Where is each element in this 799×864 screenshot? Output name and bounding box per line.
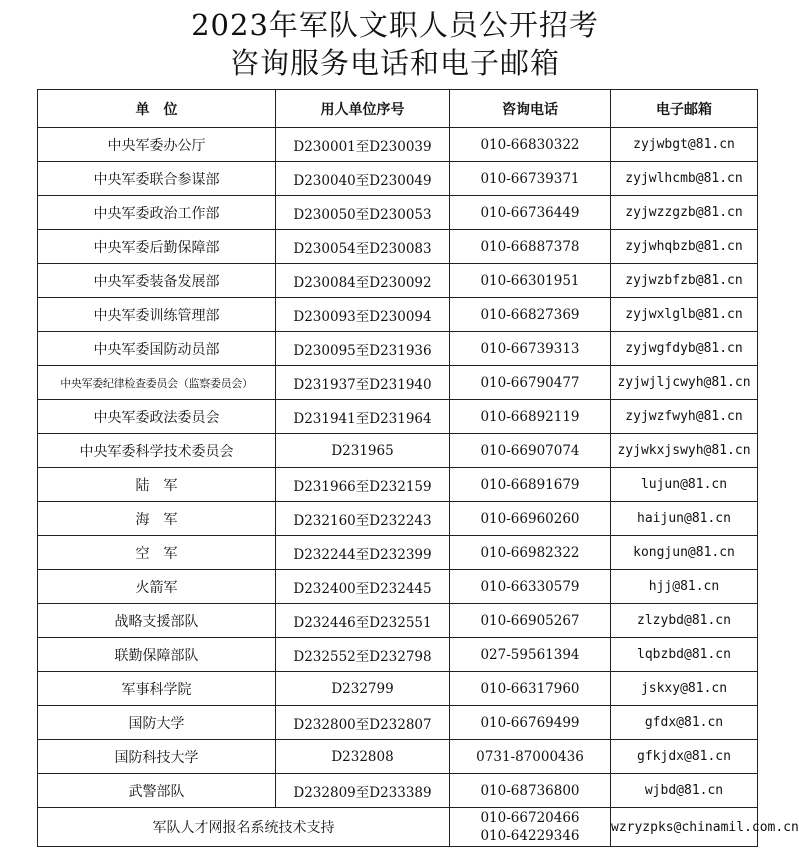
unit-cell: 中央军委联合参谋部 xyxy=(38,162,276,196)
email-cell[interactable]: hjj@81.cn xyxy=(611,570,758,604)
phone-cell: 010-66830322 xyxy=(450,128,611,162)
code-cell: D232400至D232445 xyxy=(276,570,450,604)
title-line-1: 2023年军队文职人员公开招考 xyxy=(191,8,599,42)
email-cell[interactable]: gfdx@81.cn xyxy=(611,706,758,740)
table-row xyxy=(38,672,758,706)
phone-cell: 010-66739313 xyxy=(450,332,611,366)
email-cell[interactable]: zyjwlhcmb@81.cn xyxy=(611,162,758,196)
code-cell: D231965 xyxy=(276,434,450,468)
phone-cell: 010-66736449 xyxy=(450,196,611,230)
support-email-cell[interactable]: wzryzpks@chinamil.com.cn xyxy=(611,808,758,847)
email-cell[interactable]: kongjun@81.cn xyxy=(611,536,758,570)
table-row xyxy=(38,264,758,298)
support-phone-2: 010-64229346 xyxy=(480,828,580,844)
phone-cell: 010-66960260 xyxy=(450,502,611,536)
support-unit-cell: 军队人才网报名系统技术支持 xyxy=(38,808,450,847)
unit-cell: 中央军委政法委员会 xyxy=(38,400,276,434)
code-cell: D232552至D232798 xyxy=(276,638,450,672)
code-cell: D230040至D230049 xyxy=(276,162,450,196)
email-cell[interactable]: zyjwhqbzb@81.cn xyxy=(611,230,758,264)
code-cell: D230093至D230094 xyxy=(276,298,450,332)
code-cell: D231941至D231964 xyxy=(276,400,450,434)
code-cell: D231937至D231940 xyxy=(276,366,450,400)
table-row xyxy=(38,604,758,638)
email-cell[interactable]: lujun@81.cn xyxy=(611,468,758,502)
unit-cell: 联勤保障部队 xyxy=(38,638,276,672)
code-cell: D230050至D230053 xyxy=(276,196,450,230)
code-cell: D231966至D232159 xyxy=(276,468,450,502)
phone-cell: 010-66790477 xyxy=(450,366,611,400)
code-cell: D230054至D230083 xyxy=(276,230,450,264)
code-cell: D232160至D232243 xyxy=(276,502,450,536)
email-cell[interactable]: zyjwzzgzb@81.cn xyxy=(611,196,758,230)
email-cell[interactable]: zyjwxlglb@81.cn xyxy=(611,298,758,332)
code-cell: D230084至D230092 xyxy=(276,264,450,298)
unit-cell: 战略支援部队 xyxy=(38,604,276,638)
table-row xyxy=(38,128,758,162)
email-cell[interactable]: wjbd@81.cn xyxy=(611,774,758,808)
unit-cell: 中央军委后勤保障部 xyxy=(38,230,276,264)
email-cell[interactable]: zyjwbgt@81.cn xyxy=(611,128,758,162)
code-cell: D230095至D231936 xyxy=(276,332,450,366)
header-phone: 咨询电话 xyxy=(450,90,611,128)
support-phone-cell xyxy=(450,808,611,847)
phone-cell: 010-66892119 xyxy=(450,400,611,434)
phone-cell: 010-66769499 xyxy=(450,706,611,740)
phone-cell: 010-66827369 xyxy=(450,298,611,332)
code-cell: D232244至D232399 xyxy=(276,536,450,570)
table-row xyxy=(38,230,758,264)
email-cell[interactable]: zyjwzfwyh@81.cn xyxy=(611,400,758,434)
table-row xyxy=(38,774,758,808)
phone-cell: 0731-87000436 xyxy=(450,740,611,774)
phone-cell: 027-59561394 xyxy=(450,638,611,672)
unit-cell: 军事科学院 xyxy=(38,672,276,706)
table-row xyxy=(38,502,758,536)
table-row xyxy=(38,434,758,468)
page-title xyxy=(0,6,790,82)
code-cell: D232800至D232807 xyxy=(276,706,450,740)
code-cell: D230001至D230039 xyxy=(276,128,450,162)
unit-cell: 武警部队 xyxy=(38,774,276,808)
phone-cell: 010-66905267 xyxy=(450,604,611,638)
table-row xyxy=(38,570,758,604)
email-cell[interactable]: zyjwzbfzb@81.cn xyxy=(611,264,758,298)
email-cell[interactable]: lqbzbd@81.cn xyxy=(611,638,758,672)
unit-cell: 中央军委装备发展部 xyxy=(38,264,276,298)
header-email: 电子邮箱 xyxy=(611,90,758,128)
phone-cell: 010-66887378 xyxy=(450,230,611,264)
email-cell[interactable]: gfkjdx@81.cn xyxy=(611,740,758,774)
phone-cell: 010-66891679 xyxy=(450,468,611,502)
unit-cell: 中央军委办公厅 xyxy=(38,128,276,162)
unit-cell: 火箭军 xyxy=(38,570,276,604)
table-row xyxy=(38,706,758,740)
phone-cell: 010-66739371 xyxy=(450,162,611,196)
table-row xyxy=(38,196,758,230)
email-cell[interactable]: haijun@81.cn xyxy=(611,502,758,536)
phone-cell: 010-66907074 xyxy=(450,434,611,468)
table-row xyxy=(38,400,758,434)
unit-cell: 国防大学 xyxy=(38,706,276,740)
phone-cell: 010-66317960 xyxy=(450,672,611,706)
unit-cell: 空 军 xyxy=(38,536,276,570)
unit-cell: 中央军委科学技术委员会 xyxy=(38,434,276,468)
code-cell: D232446至D232551 xyxy=(276,604,450,638)
unit-cell: 中央军委纪律检查委员会（监察委员会） xyxy=(38,366,276,400)
table-row xyxy=(38,298,758,332)
table-row xyxy=(38,638,758,672)
header-unit: 单 位 xyxy=(38,90,276,128)
unit-cell: 陆 军 xyxy=(38,468,276,502)
support-row xyxy=(38,808,758,847)
email-cell[interactable]: zyjwkxjswyh@81.cn xyxy=(611,434,758,468)
phone-cell: 010-66330579 xyxy=(450,570,611,604)
unit-cell: 中央军委国防动员部 xyxy=(38,332,276,366)
email-cell[interactable]: zyjwgfdyb@81.cn xyxy=(611,332,758,366)
phone-cell: 010-68736800 xyxy=(450,774,611,808)
phone-cell: 010-66301951 xyxy=(450,264,611,298)
unit-cell: 中央军委政治工作部 xyxy=(38,196,276,230)
table-header-row xyxy=(38,90,758,128)
table-row xyxy=(38,740,758,774)
phone-cell: 010-66982322 xyxy=(450,536,611,570)
code-cell: D232799 xyxy=(276,672,450,706)
unit-cell: 国防科技大学 xyxy=(38,740,276,774)
code-cell: D232809至D233389 xyxy=(276,774,450,808)
contact-table xyxy=(37,89,799,847)
email-cell[interactable]: zyjwjljcwyh@81.cn xyxy=(611,366,758,400)
table-row xyxy=(38,332,758,366)
unit-cell: 海 军 xyxy=(38,502,276,536)
email-cell[interactable]: zlzybd@81.cn xyxy=(611,604,758,638)
title-line-2: 咨询服务电话和电子邮箱 xyxy=(229,46,560,80)
unit-cell: 中央军委训练管理部 xyxy=(38,298,276,332)
table-row xyxy=(38,162,758,196)
code-cell: D232808 xyxy=(276,740,450,774)
support-phone-1: 010-66720466 xyxy=(480,810,580,826)
header-code: 用人单位序号 xyxy=(276,90,450,128)
email-cell[interactable]: jskxy@81.cn xyxy=(611,672,758,706)
table-row xyxy=(38,468,758,502)
table-row xyxy=(38,536,758,570)
table-row xyxy=(38,366,758,400)
